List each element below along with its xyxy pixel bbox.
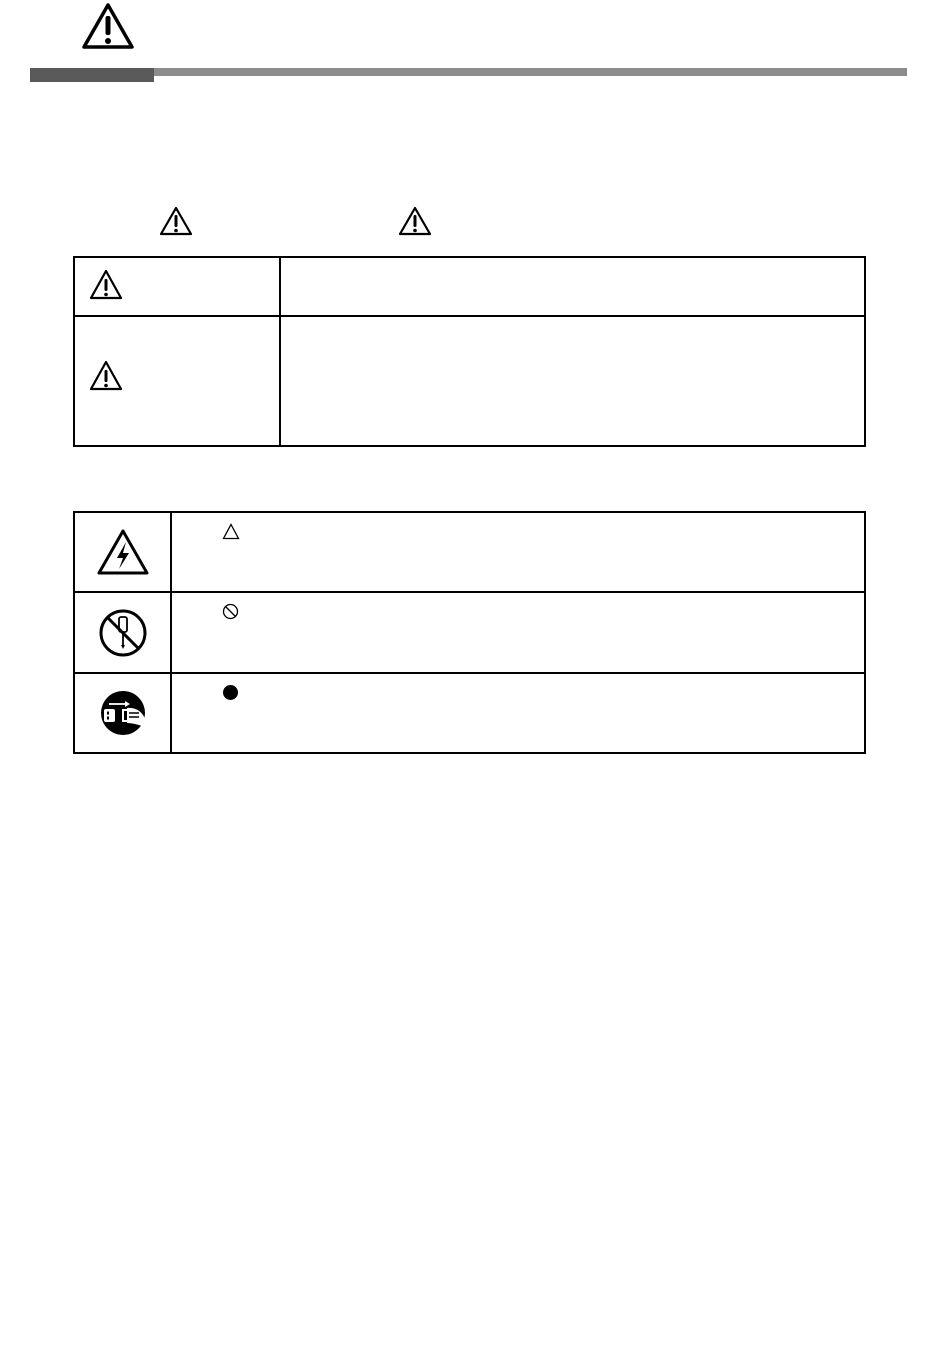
warning-triangle-icon bbox=[81, 2, 135, 50]
symbol-table bbox=[73, 511, 866, 754]
table-row bbox=[74, 592, 865, 673]
triangle-outline-icon bbox=[222, 523, 240, 540]
symbol-icon-cell bbox=[74, 592, 171, 673]
warning-triangle-icon bbox=[89, 360, 123, 391]
symbol-icon-cell bbox=[74, 512, 171, 592]
level-label-cell bbox=[74, 257, 280, 316]
warning-triangle-icon bbox=[89, 269, 123, 300]
table-row bbox=[74, 316, 865, 446]
table-row bbox=[74, 673, 865, 753]
prohibition-circle-icon bbox=[222, 603, 239, 620]
symbol-description-cell bbox=[171, 512, 865, 592]
no-disassembly-icon bbox=[98, 608, 148, 658]
header-rule bbox=[154, 68, 907, 76]
warning-triangle-icon bbox=[159, 206, 193, 236]
unplug-icon bbox=[99, 689, 147, 737]
symbol-description-cell bbox=[171, 673, 865, 753]
electric-shock-icon bbox=[96, 528, 150, 576]
level-description-cell bbox=[280, 257, 865, 316]
level-description-cell bbox=[280, 316, 865, 446]
symbol-icon-cell bbox=[74, 673, 171, 753]
symbol-description-cell bbox=[171, 592, 865, 673]
filled-circle-icon bbox=[222, 684, 239, 701]
warning-level-table bbox=[73, 256, 866, 447]
table-row bbox=[74, 512, 865, 592]
level-label-cell bbox=[74, 316, 280, 446]
warning-triangle-icon bbox=[398, 206, 432, 236]
table-row bbox=[74, 257, 865, 316]
